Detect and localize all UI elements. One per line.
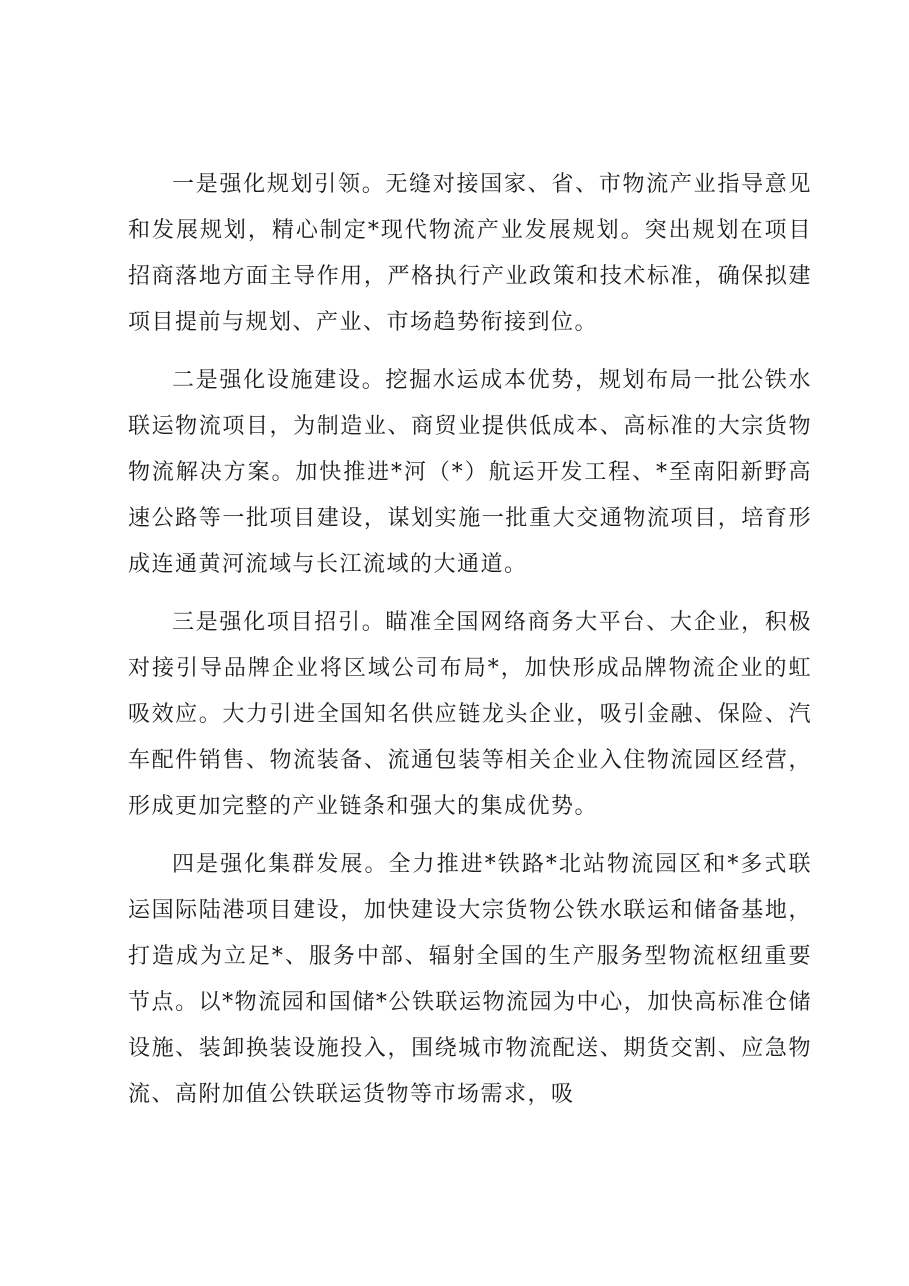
paragraph-project-attraction: 三是强化项目招引。瞄准全国网络商务大平台、大企业，积极对接引导品牌企业将区域公司布局*，加快形成品牌物流企业的虹吸效应。大力引进全国知名供应链龙头企业，吸引金融、保险、汽车配件销售、物流装备、流通包装等相关企业入住物流园区经营，形成更加完整的产业链条和强大的集成优势。 bbox=[128, 610, 812, 819]
document-body bbox=[128, 162, 812, 1118]
paragraph-infrastructure: 二是强化设施建设。挖掘水运成本优势，规划布局一批公铁水联运物流项目，为制造业、商贸业提供低成本、高标准的大宗货物物流解决方案。加快推进*河（*）航运开发工程、*至南阳新野高速公路等一批项目建设，谋划实施一批重大交通物流项目，培育形成连通黄河流域与长江流域的大通道。 bbox=[128, 368, 812, 577]
paragraph-cluster-development: 四是强化集群发展。全力推进*铁路*北站物流园区和*多式联运国际陆港项目建设，加快建设大宗货物公铁水联运和储备基地，打造成为立足*、服务中部、辐射全国的生产服务型物流枢纽重要节点。以*物流园和国储*公铁联运物流园为中心，加快高标准仓储设施、装卸换装设施投入，围绕城市物流配送、期货交割、应急物流、高附加值公铁联运货物等市场需求，吸 bbox=[128, 852, 812, 1107]
paragraph-planning: 一是强化规划引领。无缝对接国家、省、市物流产业指导意见和发展规划，精心制定*现代物流产业发展规划。突出规划在项目招商落地方面主导作用，严格执行产业政策和技术标准，确保拟建项目提前与规划、产业、市场趋势衔接到位。 bbox=[128, 172, 812, 335]
